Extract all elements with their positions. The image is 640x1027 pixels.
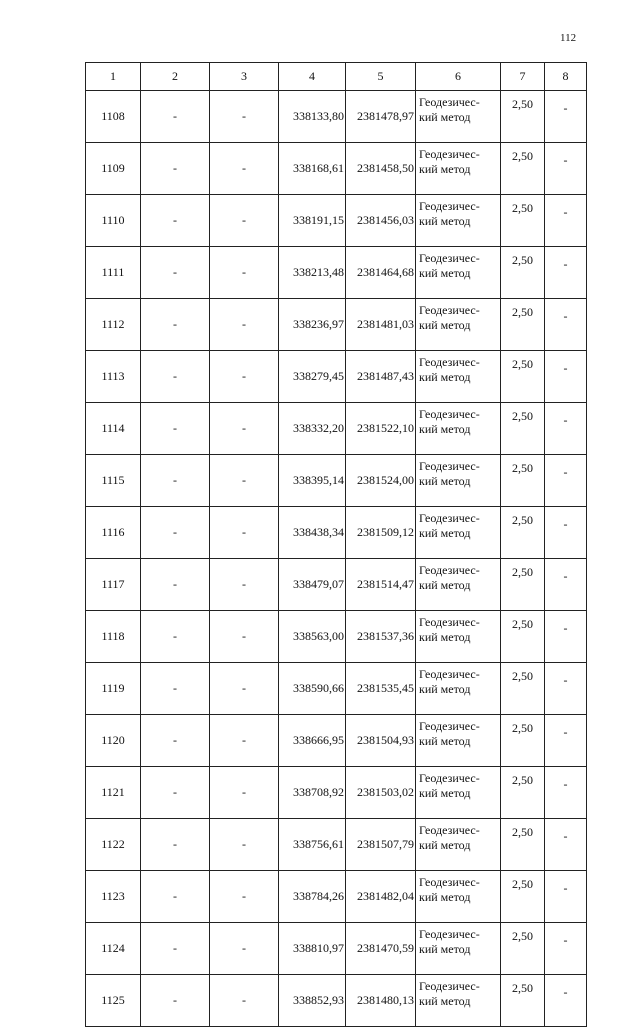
- column-header: 2: [141, 63, 210, 91]
- method-line-1: Геодезичес-: [419, 303, 480, 317]
- coordinate-y-cell: 2381509,12: [346, 507, 416, 559]
- method-cell: [416, 195, 501, 247]
- column-8-cell: -: [545, 871, 587, 923]
- coordinate-x-cell: 338479,07: [279, 559, 346, 611]
- coordinate-y-cell: 2381507,79: [346, 819, 416, 871]
- column-2-cell: -: [141, 143, 210, 195]
- method-line-1: Геодезичес-: [419, 875, 480, 889]
- method-line-1: Геодезичес-: [419, 147, 480, 161]
- coordinate-y-cell: 2381514,47: [346, 559, 416, 611]
- method-line-2: кий метод: [419, 422, 471, 436]
- column-3-cell: -: [210, 195, 279, 247]
- column-3-cell: -: [210, 351, 279, 403]
- point-number-cell: 1117: [86, 559, 141, 611]
- method-line-1: Геодезичес-: [419, 927, 480, 941]
- method-cell: [416, 975, 501, 1027]
- method-cell: [416, 715, 501, 767]
- method-line-1: Геодезичес-: [419, 459, 480, 473]
- method-cell: [416, 871, 501, 923]
- accuracy-cell: 2,50: [501, 663, 545, 715]
- method-cell: [416, 611, 501, 663]
- method-line-2: кий метод: [419, 838, 471, 852]
- accuracy-cell: 2,50: [501, 195, 545, 247]
- method-cell: [416, 819, 501, 871]
- accuracy-cell: 2,50: [501, 767, 545, 819]
- coordinate-x-cell: 338810,97: [279, 923, 346, 975]
- column-8-cell: -: [545, 403, 587, 455]
- method-line-1: Геодезичес-: [419, 407, 480, 421]
- table-row: [86, 299, 587, 351]
- table-row: [86, 975, 587, 1027]
- method-line-1: Геодезичес-: [419, 95, 480, 109]
- coordinate-x-cell: 338213,48: [279, 247, 346, 299]
- coordinate-y-cell: 2381487,43: [346, 351, 416, 403]
- column-2-cell: -: [141, 715, 210, 767]
- column-2-cell: -: [141, 455, 210, 507]
- point-number-cell: 1108: [86, 91, 141, 143]
- accuracy-cell: 2,50: [501, 559, 545, 611]
- method-cell: [416, 767, 501, 819]
- coordinate-y-cell: 2381456,03: [346, 195, 416, 247]
- column-2-cell: -: [141, 299, 210, 351]
- coordinate-y-cell: 2381524,00: [346, 455, 416, 507]
- column-8-cell: -: [545, 143, 587, 195]
- column-3-cell: -: [210, 143, 279, 195]
- method-line-1: Геодезичес-: [419, 563, 480, 577]
- column-8-cell: -: [545, 819, 587, 871]
- method-line-1: Геодезичес-: [419, 979, 480, 993]
- column-8-cell: -: [545, 351, 587, 403]
- column-header: 8: [545, 63, 587, 91]
- method-cell: [416, 507, 501, 559]
- method-cell: [416, 663, 501, 715]
- method-line-1: Геодезичес-: [419, 511, 480, 525]
- coordinate-x-cell: 338168,61: [279, 143, 346, 195]
- coordinate-x-cell: 338590,66: [279, 663, 346, 715]
- coordinate-x-cell: 338708,92: [279, 767, 346, 819]
- column-8-cell: -: [545, 767, 587, 819]
- point-number-cell: 1124: [86, 923, 141, 975]
- column-header: 5: [346, 63, 416, 91]
- coordinate-y-cell: 2381464,68: [346, 247, 416, 299]
- method-line-2: кий метод: [419, 942, 471, 956]
- accuracy-cell: 2,50: [501, 299, 545, 351]
- table-row: [86, 767, 587, 819]
- accuracy-cell: 2,50: [501, 715, 545, 767]
- column-3-cell: -: [210, 91, 279, 143]
- page-number: 112: [560, 32, 577, 44]
- method-cell: [416, 351, 501, 403]
- method-line-1: Геодезичес-: [419, 615, 480, 629]
- coordinate-y-cell: 2381480,13: [346, 975, 416, 1027]
- method-cell: [416, 455, 501, 507]
- column-header: 1: [86, 63, 141, 91]
- method-cell: [416, 923, 501, 975]
- column-8-cell: -: [545, 611, 587, 663]
- method-line-1: Геодезичес-: [419, 667, 480, 681]
- coordinate-x-cell: 338438,34: [279, 507, 346, 559]
- coordinate-y-cell: 2381503,02: [346, 767, 416, 819]
- accuracy-cell: 2,50: [501, 507, 545, 559]
- table-row: [86, 455, 587, 507]
- column-header: 3: [210, 63, 279, 91]
- table-row: [86, 871, 587, 923]
- method-line-2: кий метод: [419, 630, 471, 644]
- table-row: [86, 351, 587, 403]
- method-cell: [416, 247, 501, 299]
- method-line-1: Геодезичес-: [419, 771, 480, 785]
- table-row: [86, 195, 587, 247]
- table-row: [86, 923, 587, 975]
- coordinate-x-cell: 338666,95: [279, 715, 346, 767]
- point-number-cell: 1122: [86, 819, 141, 871]
- method-line-2: кий метод: [419, 578, 471, 592]
- column-8-cell: -: [545, 299, 587, 351]
- column-2-cell: -: [141, 923, 210, 975]
- accuracy-cell: 2,50: [501, 975, 545, 1027]
- column-2-cell: -: [141, 871, 210, 923]
- coordinate-y-cell: 2381537,36: [346, 611, 416, 663]
- column-2-cell: -: [141, 507, 210, 559]
- method-cell: [416, 299, 501, 351]
- method-cell: [416, 403, 501, 455]
- method-line-2: кий метод: [419, 162, 471, 176]
- method-cell: [416, 559, 501, 611]
- column-3-cell: -: [210, 923, 279, 975]
- coordinate-x-cell: 338563,00: [279, 611, 346, 663]
- coordinate-x-cell: 338395,14: [279, 455, 346, 507]
- column-header: 4: [279, 63, 346, 91]
- table-row: [86, 507, 587, 559]
- method-line-1: Геодезичес-: [419, 719, 480, 733]
- method-line-2: кий метод: [419, 890, 471, 904]
- accuracy-cell: 2,50: [501, 143, 545, 195]
- coordinate-y-cell: 2381522,10: [346, 403, 416, 455]
- method-line-2: кий метод: [419, 994, 471, 1008]
- table-row: [86, 663, 587, 715]
- accuracy-cell: 2,50: [501, 871, 545, 923]
- method-line-2: кий метод: [419, 682, 471, 696]
- column-8-cell: -: [545, 559, 587, 611]
- table-row: [86, 715, 587, 767]
- table-body: [86, 91, 587, 1027]
- coordinate-x-cell: 338756,61: [279, 819, 346, 871]
- coordinate-x-cell: 338852,93: [279, 975, 346, 1027]
- column-2-cell: -: [141, 195, 210, 247]
- coordinate-x-cell: 338332,20: [279, 403, 346, 455]
- table-row: [86, 247, 587, 299]
- column-header: 6: [416, 63, 501, 91]
- column-2-cell: -: [141, 403, 210, 455]
- point-number-cell: 1110: [86, 195, 141, 247]
- accuracy-cell: 2,50: [501, 91, 545, 143]
- accuracy-cell: 2,50: [501, 351, 545, 403]
- coordinate-y-cell: 2381481,03: [346, 299, 416, 351]
- method-line-1: Геодезичес-: [419, 199, 480, 213]
- method-line-1: Геодезичес-: [419, 823, 480, 837]
- method-line-2: кий метод: [419, 318, 471, 332]
- point-number-cell: 1112: [86, 299, 141, 351]
- column-3-cell: -: [210, 611, 279, 663]
- method-line-2: кий метод: [419, 734, 471, 748]
- table-row: [86, 819, 587, 871]
- point-number-cell: 1119: [86, 663, 141, 715]
- coordinate-y-cell: 2381482,04: [346, 871, 416, 923]
- method-line-2: кий метод: [419, 370, 471, 384]
- column-2-cell: -: [141, 663, 210, 715]
- table-header-row: [86, 63, 587, 91]
- point-number-cell: 1123: [86, 871, 141, 923]
- coordinate-x-cell: 338279,45: [279, 351, 346, 403]
- table-row: [86, 143, 587, 195]
- method-line-1: Геодезичес-: [419, 251, 480, 265]
- coordinate-x-cell: 338191,15: [279, 195, 346, 247]
- column-8-cell: -: [545, 715, 587, 767]
- table-row: [86, 559, 587, 611]
- column-2-cell: -: [141, 975, 210, 1027]
- column-8-cell: -: [545, 195, 587, 247]
- point-number-cell: 1109: [86, 143, 141, 195]
- column-2-cell: -: [141, 559, 210, 611]
- point-number-cell: 1118: [86, 611, 141, 663]
- point-number-cell: 1114: [86, 403, 141, 455]
- accuracy-cell: 2,50: [501, 455, 545, 507]
- method-cell: [416, 91, 501, 143]
- column-8-cell: -: [545, 247, 587, 299]
- column-3-cell: -: [210, 975, 279, 1027]
- column-2-cell: -: [141, 351, 210, 403]
- column-3-cell: -: [210, 767, 279, 819]
- accuracy-cell: 2,50: [501, 923, 545, 975]
- coordinate-y-cell: 2381478,97: [346, 91, 416, 143]
- accuracy-cell: 2,50: [501, 403, 545, 455]
- column-8-cell: -: [545, 663, 587, 715]
- coordinate-x-cell: 338784,26: [279, 871, 346, 923]
- column-8-cell: -: [545, 507, 587, 559]
- accuracy-cell: 2,50: [501, 819, 545, 871]
- method-line-2: кий метод: [419, 214, 471, 228]
- column-8-cell: -: [545, 91, 587, 143]
- column-8-cell: -: [545, 455, 587, 507]
- accuracy-cell: 2,50: [501, 247, 545, 299]
- column-3-cell: -: [210, 715, 279, 767]
- table-row: [86, 403, 587, 455]
- coordinate-y-cell: 2381504,93: [346, 715, 416, 767]
- coordinate-y-cell: 2381458,50: [346, 143, 416, 195]
- point-number-cell: 1113: [86, 351, 141, 403]
- point-number-cell: 1125: [86, 975, 141, 1027]
- method-cell: [416, 143, 501, 195]
- column-3-cell: -: [210, 247, 279, 299]
- table-row: [86, 611, 587, 663]
- coordinates-table: [85, 62, 587, 1027]
- column-3-cell: -: [210, 819, 279, 871]
- column-3-cell: -: [210, 559, 279, 611]
- point-number-cell: 1116: [86, 507, 141, 559]
- column-8-cell: -: [545, 923, 587, 975]
- coordinate-y-cell: 2381470,59: [346, 923, 416, 975]
- column-8-cell: -: [545, 975, 587, 1027]
- method-line-2: кий метод: [419, 110, 471, 124]
- method-line-2: кий метод: [419, 526, 471, 540]
- column-2-cell: -: [141, 611, 210, 663]
- column-3-cell: -: [210, 299, 279, 351]
- column-3-cell: -: [210, 403, 279, 455]
- column-header: 7: [501, 63, 545, 91]
- point-number-cell: 1121: [86, 767, 141, 819]
- column-2-cell: -: [141, 247, 210, 299]
- method-line-2: кий метод: [419, 266, 471, 280]
- column-3-cell: -: [210, 507, 279, 559]
- point-number-cell: 1115: [86, 455, 141, 507]
- accuracy-cell: 2,50: [501, 611, 545, 663]
- column-3-cell: -: [210, 663, 279, 715]
- column-3-cell: -: [210, 455, 279, 507]
- column-2-cell: -: [141, 819, 210, 871]
- table-row: [86, 91, 587, 143]
- point-number-cell: 1111: [86, 247, 141, 299]
- coordinate-x-cell: 338133,80: [279, 91, 346, 143]
- column-2-cell: -: [141, 91, 210, 143]
- column-3-cell: -: [210, 871, 279, 923]
- point-number-cell: 1120: [86, 715, 141, 767]
- coordinate-y-cell: 2381535,45: [346, 663, 416, 715]
- coordinate-x-cell: 338236,97: [279, 299, 346, 351]
- method-line-2: кий метод: [419, 474, 471, 488]
- column-2-cell: -: [141, 767, 210, 819]
- method-line-2: кий метод: [419, 786, 471, 800]
- method-line-1: Геодезичес-: [419, 355, 480, 369]
